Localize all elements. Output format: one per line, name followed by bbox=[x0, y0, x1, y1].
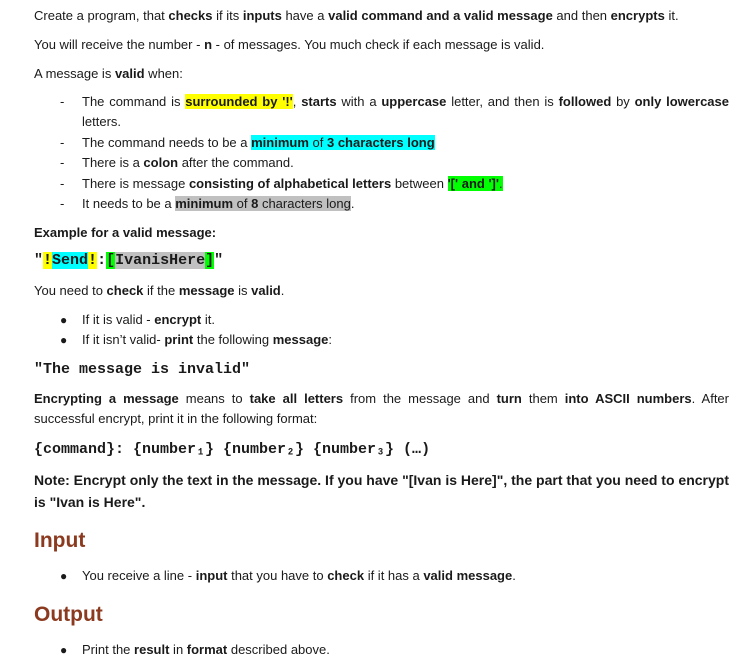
format-line: {command}: {number₁} {number₂} {number₃} (…) bbox=[34, 441, 431, 458]
list-marker: - bbox=[60, 176, 65, 191]
invalid-message-code: "The message is invalid" bbox=[34, 361, 251, 378]
bullet-icon: ● bbox=[60, 643, 68, 657]
bullet-icon: ● bbox=[60, 569, 68, 583]
intro-paragraph-3: A message is valid when: bbox=[34, 66, 183, 81]
list-marker: - bbox=[60, 155, 65, 170]
check-paragraph: You need to check if the message is valid. bbox=[34, 283, 285, 298]
encrypting-paragraph: Encrypting a message means to take all letters from the message and turn them into ASCII numbers. After successful encrypt, print it in the following format: bbox=[34, 391, 729, 426]
intro-paragraph-2: You will receive the number - n - of messages. You much check if each message is valid. bbox=[34, 37, 545, 52]
list-marker: - bbox=[60, 196, 65, 211]
rule-item-1: - The command is surrounded by '!', starts with a uppercase letter, and then is followed by only lowercase letters. bbox=[60, 94, 730, 129]
bullet-icon: ● bbox=[60, 333, 68, 347]
output-heading: Output bbox=[34, 603, 103, 626]
note-paragraph: Note: Encrypt only the text in the message. If you have "[Ivan is Here]", the part that you need to encrypt is "Ivan is Here". bbox=[34, 472, 729, 510]
example-code: "!Send!:[IvanisHere]" bbox=[34, 252, 224, 269]
example-heading: Example for a valid message: bbox=[34, 225, 217, 240]
list-marker: - bbox=[60, 135, 65, 150]
intro-paragraph-1: Create a program, that checks if its inputs have a valid command and a valid message and then encrypts it. bbox=[34, 8, 679, 23]
bullet-icon: ● bbox=[60, 313, 68, 327]
input-heading: Input bbox=[34, 529, 86, 552]
document-page: Create a program, that checks if its inputs have a valid command and a valid message and then encrypts it. You will receive the number - n - of messages. You much check if each message is valid. A message is valid when: - The command is surrounded by '!', starts with a uppercase letter, and then is followed by only lowercase letters. - The command needs to be a minimum of 3 characters long - There is a colon after the command. - There is message consisting of alphabetical letters between '[' and ']'. - It needs to be a minimum of 8 characters long. Example for a valid message: "!Send!:[IvanisHere]" You need to check if the message is valid. ● If it is valid - encrypt it. ● If it isn’t valid- print the following message: "The message is invalid" Encrypting a message means to take all letters from the message and turn them into ASCII numbers. After successful encrypt, print it in the following format: {command}: {number₁} {number₂} {number₃} (…) Note: Encrypt only the text in the message. If you have "[Ivan is Here]", the part that you need to encrypt is "Ivan is Here". Input ● You receive a line - input that you have to check if it has a valid message. Output ● Print the result in format described above. bbox=[0, 0, 739, 668]
list-marker: - bbox=[60, 94, 65, 109]
